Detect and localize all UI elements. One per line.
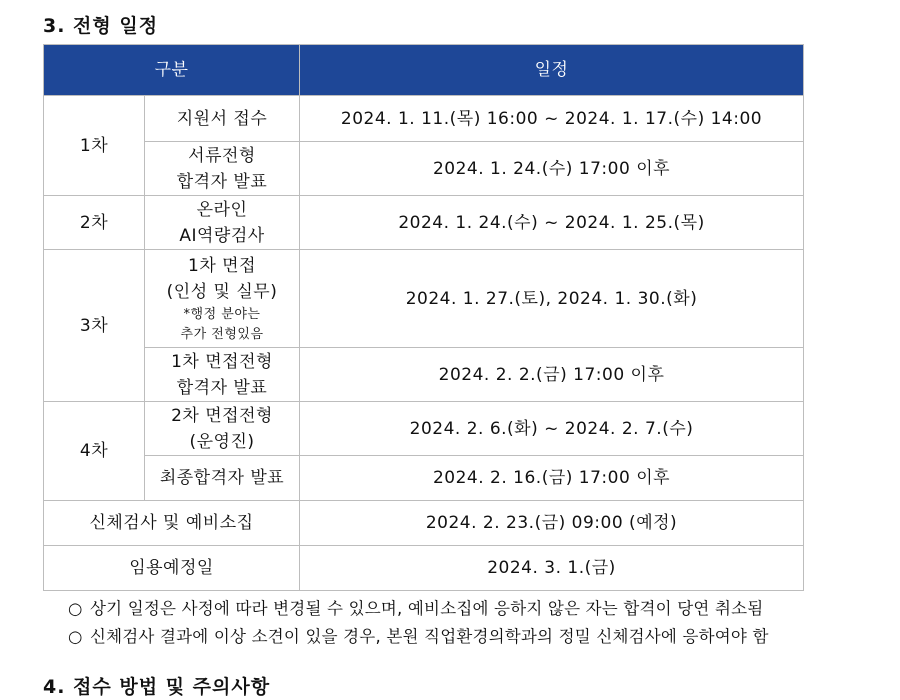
table-header-row [44, 45, 804, 96]
stage-label: 2차 [44, 196, 145, 250]
note-item [68, 623, 769, 651]
table-row [44, 96, 804, 142]
table-row [44, 456, 804, 501]
circle-bullet-icon: ○ [68, 627, 83, 646]
header-category: 구분 [44, 45, 300, 96]
date-cell: 2024. 2. 6.(화) ~ 2024. 2. 7.(수) [300, 402, 804, 456]
item-cell: 1차 면접 (인성 및 실무) *행정 분야는 추가 전형있음 [145, 250, 300, 348]
note-item [68, 595, 769, 623]
date-cell: 2024. 2. 16.(금) 17:00 이후 [300, 456, 804, 501]
date-cell: 2024. 1. 24.(수) 17:00 이후 [300, 142, 804, 196]
date-cell: 2024. 2. 23.(금) 09:00 (예정) [300, 501, 804, 546]
stage-label: 4차 [44, 402, 145, 501]
item-cell: 서류전형 합격자 발표 [145, 142, 300, 196]
merged-label: 신체검사 및 예비소집 [44, 501, 300, 546]
date-cell: 2024. 2. 2.(금) 17:00 이후 [300, 348, 804, 402]
date-cell: 2024. 1. 24.(수) ~ 2024. 1. 25.(목) [300, 196, 804, 250]
item-cell: 1차 면접전형 합격자 발표 [145, 348, 300, 402]
table-row [44, 348, 804, 402]
schedule-table [43, 44, 804, 591]
table-row [44, 142, 804, 196]
table-row [44, 501, 804, 546]
merged-label: 임용예정일 [44, 546, 300, 591]
item-cell: 온라인 AI역량검사 [145, 196, 300, 250]
date-cell: 2024. 1. 11.(목) 16:00 ~ 2024. 1. 17.(수) 14:00 [300, 96, 804, 142]
date-cell: 2024. 1. 27.(토), 2024. 1. 30.(화) [300, 250, 804, 348]
notes-list [68, 595, 769, 651]
table-row [44, 546, 804, 591]
note-text: 상기 일정은 사정에 따라 변경될 수 있으며, 예비소집에 응하지 않은 자는 합격이 당연 취소됨 [90, 599, 764, 618]
item-cell: 최종합격자 발표 [145, 456, 300, 501]
item-cell: 2차 면접전형 (운영진) [145, 402, 300, 456]
stage-label: 3차 [44, 250, 145, 402]
table-row [44, 402, 804, 456]
table-row [44, 196, 804, 250]
date-cell: 2024. 3. 1.(금) [300, 546, 804, 591]
circle-bullet-icon: ○ [68, 599, 83, 618]
section-title-schedule: 3. 전형 일정 [43, 15, 159, 37]
header-schedule: 일정 [300, 45, 804, 96]
section-title-application: 4. 접수 방법 및 주의사항 [43, 676, 271, 698]
note-text: 신체검사 결과에 이상 소견이 있을 경우, 본원 직업환경의학과의 정밀 신체검사에 응하여야 함 [90, 627, 769, 646]
stage-label: 1차 [44, 96, 145, 196]
table-row [44, 250, 804, 348]
item-cell: 지원서 접수 [145, 96, 300, 142]
